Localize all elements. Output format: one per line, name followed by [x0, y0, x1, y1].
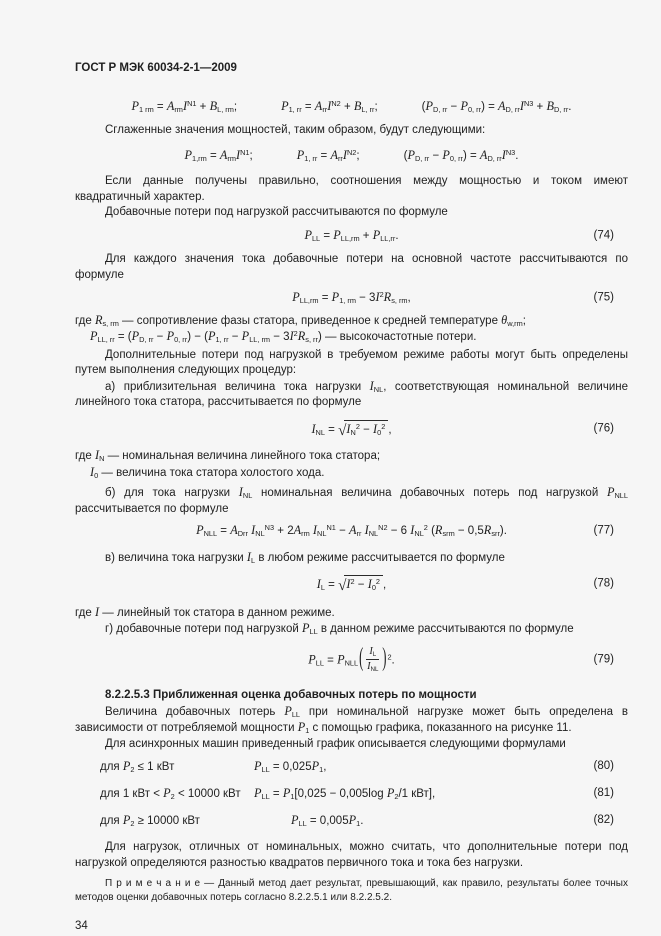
- equation-75: [75, 290, 628, 307]
- equation-77: [75, 523, 628, 540]
- formula-82: $P_{LL} = 0,005P_1$.: [291, 813, 364, 829]
- equation-number-75: (75): [593, 291, 614, 304]
- section-heading-8-2-2-5-3: 8.2.2.5.3 Приближенная оценка добавочных потерь по мощности: [105, 689, 477, 702]
- paragraph-nonrated-loads: Для нагрузок, отличных от номинальных, можно считать, что дополнительные потери под нагрузкой определяются разностью квадратов первичного тока и тока без нагрузки.: [75, 841, 628, 869]
- formula-77: $P_{NLL} = A_{Drr}$ $I_{NL}^{N3} + 2A_{rm}$ $I_{NL}^{N1} - A_{rr}$ $I_{NL}^{N2} - 6$ $I_{NL}^2$ $(R_{srm} - 0,5R_{srr})$.: [196, 522, 507, 539]
- formula-p1rm: $P_{1 rm} = A_{rm}I^{N1} + B_{L, rm}$;: [131, 98, 238, 114]
- formula-76: $I_{NL} = √I_N^2 - I_0^2$ ,: [311, 421, 392, 439]
- condition-80: для $P_2 \le 1$ кВт: [100, 759, 175, 775]
- paragraph-smoothed-values: Сглаженные значения мощностей, таким образом, будут следующими:: [105, 124, 486, 136]
- equation-82: [75, 813, 628, 830]
- equation-number-80: (80): [593, 760, 614, 773]
- document-header-title: ГОСТ Р МЭК 60034-2-1—2009: [75, 62, 237, 74]
- formula-pdrr-smoothed: $(P_{D, rr} - P_{0, rr}) = A_{D, rr}I^{N3}$.: [403, 147, 519, 163]
- formula-81: $P_{LL} = P_1[0,025 - 0,005\log$ $P_2/1$ кВт],: [254, 786, 436, 802]
- where-i-line: где I — линейный ток статора в данном режиме.: [75, 604, 335, 619]
- formula-80: $P_{LL} = 0,025P_1$,: [254, 759, 327, 775]
- note: П р и м е ч а н и е — Данный метод дает результат, превышающий, как правило, результаты более точных методов оценки добавочных потерь согласно 8.2.2.5.1 или 8.2.2.5.2.: [75, 878, 628, 904]
- paragraph-losses-value: Величина добавочных потерь $P_{LL}$ при номинальной нагрузке может быть определена в зависимости от потребляемой мощности $P_1$ с помощью графика, показанного на рисунке 11.: [75, 703, 629, 736]
- where-rs-line2: $P_{LL, rr} = (P_{D, rr} - P_{0, rr}) - (P_{1, rr} - P_{LL, rm} - 3I^2R_{s, rr})$ — высокочастотные потери.: [90, 328, 477, 345]
- equation-line-smoothed-result: [75, 148, 628, 165]
- where-in-line2: $I_0$ — величина тока статора холостого хода.: [90, 464, 325, 480]
- paragraph-additional-losses: Дополнительные потери под нагрузкой в требуемом режиме работы могут быть определены путем выполнения следующих процедур:: [75, 348, 628, 376]
- paragraph-quadratic: Если данные получены правильно, соотношения между мощностью и током имеют квадратичный характер.: [75, 175, 628, 203]
- equation-number-81: (81): [593, 787, 614, 800]
- equation-number-76: (76): [593, 422, 614, 434]
- item-v: в) величина тока нагрузки $I_L$ в любом режиме рассчитывается по формуле: [105, 549, 505, 565]
- item-g: г) добавочные потери под нагрузкой $P_{LL}$ в данном режиме рассчитываются по формуле: [105, 621, 574, 637]
- equation-80: [75, 759, 628, 776]
- equation-line-smoothing: [75, 99, 628, 116]
- formula-75: $P_{LL,rm} = P_{1, rm} - 3I^2R_{s, rm}$,: [292, 289, 411, 306]
- paragraph-each-current: Для каждого значения тока добавочные потери на основной частоте рассчитываются по формуле: [75, 253, 628, 281]
- equation-number-74: (74): [593, 229, 614, 241]
- formula-p1rm-smoothed: $P_{1,rm} = A_{rm}I^{N1}$;: [184, 147, 253, 163]
- paragraph-ll-intro: Добавочные потери под нагрузкой рассчитываются по формуле: [105, 206, 448, 218]
- formula-p1rr: $P_{1, rr} = A_{rr}I^{N2} + B_{L, rr}$;: [281, 98, 378, 114]
- condition-81: для 1 кВт < $P_2 < 10000$ кВт: [100, 786, 241, 802]
- equation-76: [75, 414, 628, 445]
- equation-number-78: (78): [593, 577, 614, 590]
- formula-p1rr-smoothed: $P_{1, rr} = A_{rr}I^{N2}$;: [296, 147, 360, 163]
- paragraph-async-machines: Для асинхронных машин приведенный график описывается следующими формулами: [105, 737, 566, 750]
- equation-81: [75, 786, 628, 803]
- equation-number-77: (77): [593, 524, 614, 537]
- page-number: 34: [75, 920, 88, 933]
- equation-79: [75, 640, 628, 681]
- equation-number-82: (82): [593, 814, 614, 827]
- formula-74: $P_{LL} = P_{LL,rm} + P_{LL,rr}$.: [304, 227, 399, 243]
- where-list-i: [75, 605, 628, 622]
- formula-pdrr: $(P_{D, rr} - P_{0, rr}) = A_{D, rr}I^{N3} + B_{D, rr}$.: [421, 98, 572, 114]
- where-list-in: [75, 448, 628, 481]
- equation-74: [75, 228, 628, 245]
- item-b: б) для тока нагрузки $I_{NL}$ номинальная величина добавочных потерь под нагрузкой $P_{NLL}$ рассчитывается по формуле: [75, 485, 628, 515]
- equation-78: [75, 569, 628, 600]
- formula-78: $I_L = √I^2 - I_0^2$ ,: [316, 576, 387, 595]
- where-list-rs: [75, 313, 628, 346]
- where-in-line1: где $I_N$ — номинальная величина линейного тока статора;: [75, 448, 381, 464]
- condition-82: для $P_2 \ge 10000$ кВт: [100, 813, 200, 829]
- equation-number-79: (79): [593, 653, 614, 666]
- item-a: а) приблизительная величина тока нагрузки $I_{NL}$, соответствующая номинальной величине линейного тока статора, рассчитывается по формуле: [75, 378, 628, 408]
- where-rs-line1: где $R_{s, rm}$ — сопротивление фазы статора, приведенное к средней температуре $\theta_{w,rm}$;: [75, 312, 526, 328]
- formula-79: $P_{LL} = P_{NLL}$( $\frac{I_L}{I_{NL}}$ )$^2$.: [308, 643, 395, 674]
